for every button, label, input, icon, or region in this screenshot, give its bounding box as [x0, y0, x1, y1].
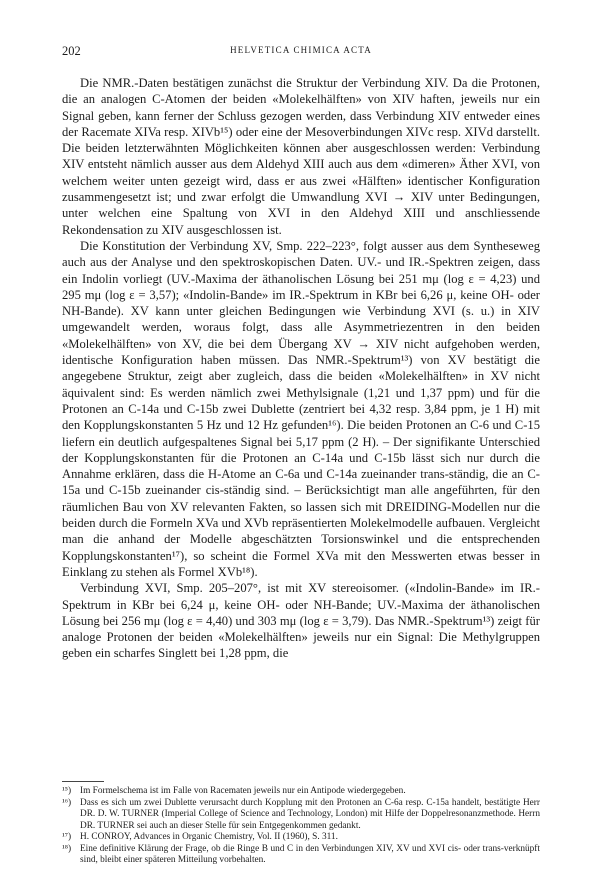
footnotes: [62, 786, 540, 867]
running-header: [62, 44, 540, 60]
footnote: [62, 786, 540, 798]
article-body: [62, 75, 540, 662]
footnote-text: Im Formelschema ist im Falle von Racematen jeweils nur ein Antipode wiedergegeben.: [80, 786, 406, 796]
page-number: 202: [62, 44, 81, 58]
footnote-number: ¹⁷): [62, 832, 72, 842]
footnote-text: Dass es sich um zwei Dublette verursacht durch Kopplung mit den Protonen an C-6a resp. C-15a handelt, bestätigte Herr DR. D. W. TURNER (Imperial College of Science and Technology, London) mit Hilfe der Doppelresonanzmethode. Herrn DR. TURNER sei auch an dieser Stelle für sein Entgegenkommen gedankt.: [80, 797, 540, 831]
footnote-number: ¹⁶): [62, 797, 72, 808]
paragraph: Die NMR.-Daten bestätigen zunächst die Struktur der Verbindung XIV. Da die Protonen, die an analogen C-Atomen der beiden «Molekelhälften» von XIV haften, jeweils nur ein Signal geben, kann ferner der Schluss gezogen werden, dass Verbindung XIV entweder eines der Racemate XIVa resp. XIVb¹⁵) oder eine der Mesoverbindungen XIVc resp. XIVd darstellt. Die beiden letzterwähnten Möglichkeiten können aber ausgeschlossen werden: Verbindung XIV entsteht nämlich ausser aus dem Aldehyd XIII auch aus dem «dimeren» Äther XVI, von welchem weiter unten gezeigt wird, dass er aus zwei «Hälften» identischer Konfiguration zusammengesetzt ist; und zwar erfolgt die Umwandlung XVI → XIV unter Bedingungen, unter welchen eine Spaltung von XVI in den Aldehyd XIII und anschliessende Rekondensation zu XIV ausgeschlossen ist.: [62, 76, 540, 237]
footnote-text: Eine definitive Klärung der Frage, ob die Ringe B und C in den Verbindungen XIV, XV und XVI cis- oder trans-verknüpft sind, bleibt einer späteren Mitteilung vorbehalten.: [80, 843, 540, 865]
footnote-number: ¹⁸): [62, 843, 72, 854]
footnote: [62, 832, 540, 844]
footnote: [62, 844, 540, 867]
footnote: [62, 798, 540, 833]
paragraph: Die Konstitution der Verbindung XV, Smp. 222–223°, folgt ausser aus dem Syntheseweg auch aus der Analyse und den spektroskopischen Daten. UV.- und IR.-Spektren zeigen, dass ein Indolin vorliegt (UV.-Maxima der äthanolischen Lösung bei 251 mμ (log ε = 4,23) und 295 mμ (log ε = 3,57); «Indolin-Bande» im IR.-Spektrum in KBr bei 6,26 μ, keine OH- oder NH-Bande). XV kann unter gleichen Bedingungen wie Verbindung XVI (s. u.) in XIV umgewandelt werden, woraus folgt, dass alle Asymmetriezentren in den beiden «Molekelhälften» von XV, die bei dem Übergang XV → XIV nicht aufgehoben werden, identische Konfiguration haben müssen. Das NMR.-Spektrum¹³) von XV bestätigt die angegebene Struktur, zeigt aber zugleich, dass die beiden «Molekelhälften» in XV nicht äquivalent sind: Es werden nämlich zwei Methylsignale (1,21 und 1,37 ppm) und für die Protonen an C-14a und C-15b zwei Dublette (zentriert bei 4,32 resp. 3,84 ppm, je 1 H) mit den Kopplungskonstanten 5 Hz und 12 Hz gefunden¹⁶). Die beiden Protonen an C-6 und C-15 liefern ein deutlich aufgespaltenes Signal bei 5,17 ppm (2 H). – Der signifikante Unterschied der Kopplungskonstanten für die Protonen an C-14a und C-15b lässt sich nur durch die Annahme erklären, dass die H-Atome an C-6a und C-14a zueinander trans-ständig, die an C-15a und C-15b zueinander cis-ständig sind. – Berücksichtigt man alle angeführten, für den räumlichen Bau von XV relevanten Fakten, so lassen sich mit DREIDING-Modellen nur die beiden durch die Formeln XVa und XVb repräsentierten Molekelmodelle aufbauen. Vergleicht man die anhand der Modelle abgeschätzten Torsionswinkel und die entsprechenden Kopplungskonstanten¹⁷), so scheint die Formel XVa mit den Messwerten etwas besser in Einklang zu stehen als Formel XVb¹⁸).: [62, 238, 540, 579]
footnote-number: ¹⁵): [62, 786, 72, 796]
footnote-separator: [62, 781, 104, 782]
paragraph: Verbindung XVI, Smp. 205–207°, ist mit XV stereoisomer. («Indolin-Bande» im IR.-Spektrum in KBr bei 6,24 μ, keine OH- oder NH-Bande; UV.-Maxima der äthanolischen Lösung bei 256 mμ (log ε = 4,40) und 303 mμ (log ε = 3,79). Das NMR.-Spektrum¹³) zeigt für analoge Protonen der beiden «Molekelhälften» jeweils nur ein Signal: Die Methylgruppen geben ein scharfes Singlett bei 1,28 ppm, die: [62, 581, 540, 661]
footnote-text: H. CONROY, Advances in Organic Chemistry, Vol. II (1960), S. 311.: [80, 832, 338, 842]
journal-title: HELVETICA CHIMICA ACTA: [230, 45, 372, 55]
